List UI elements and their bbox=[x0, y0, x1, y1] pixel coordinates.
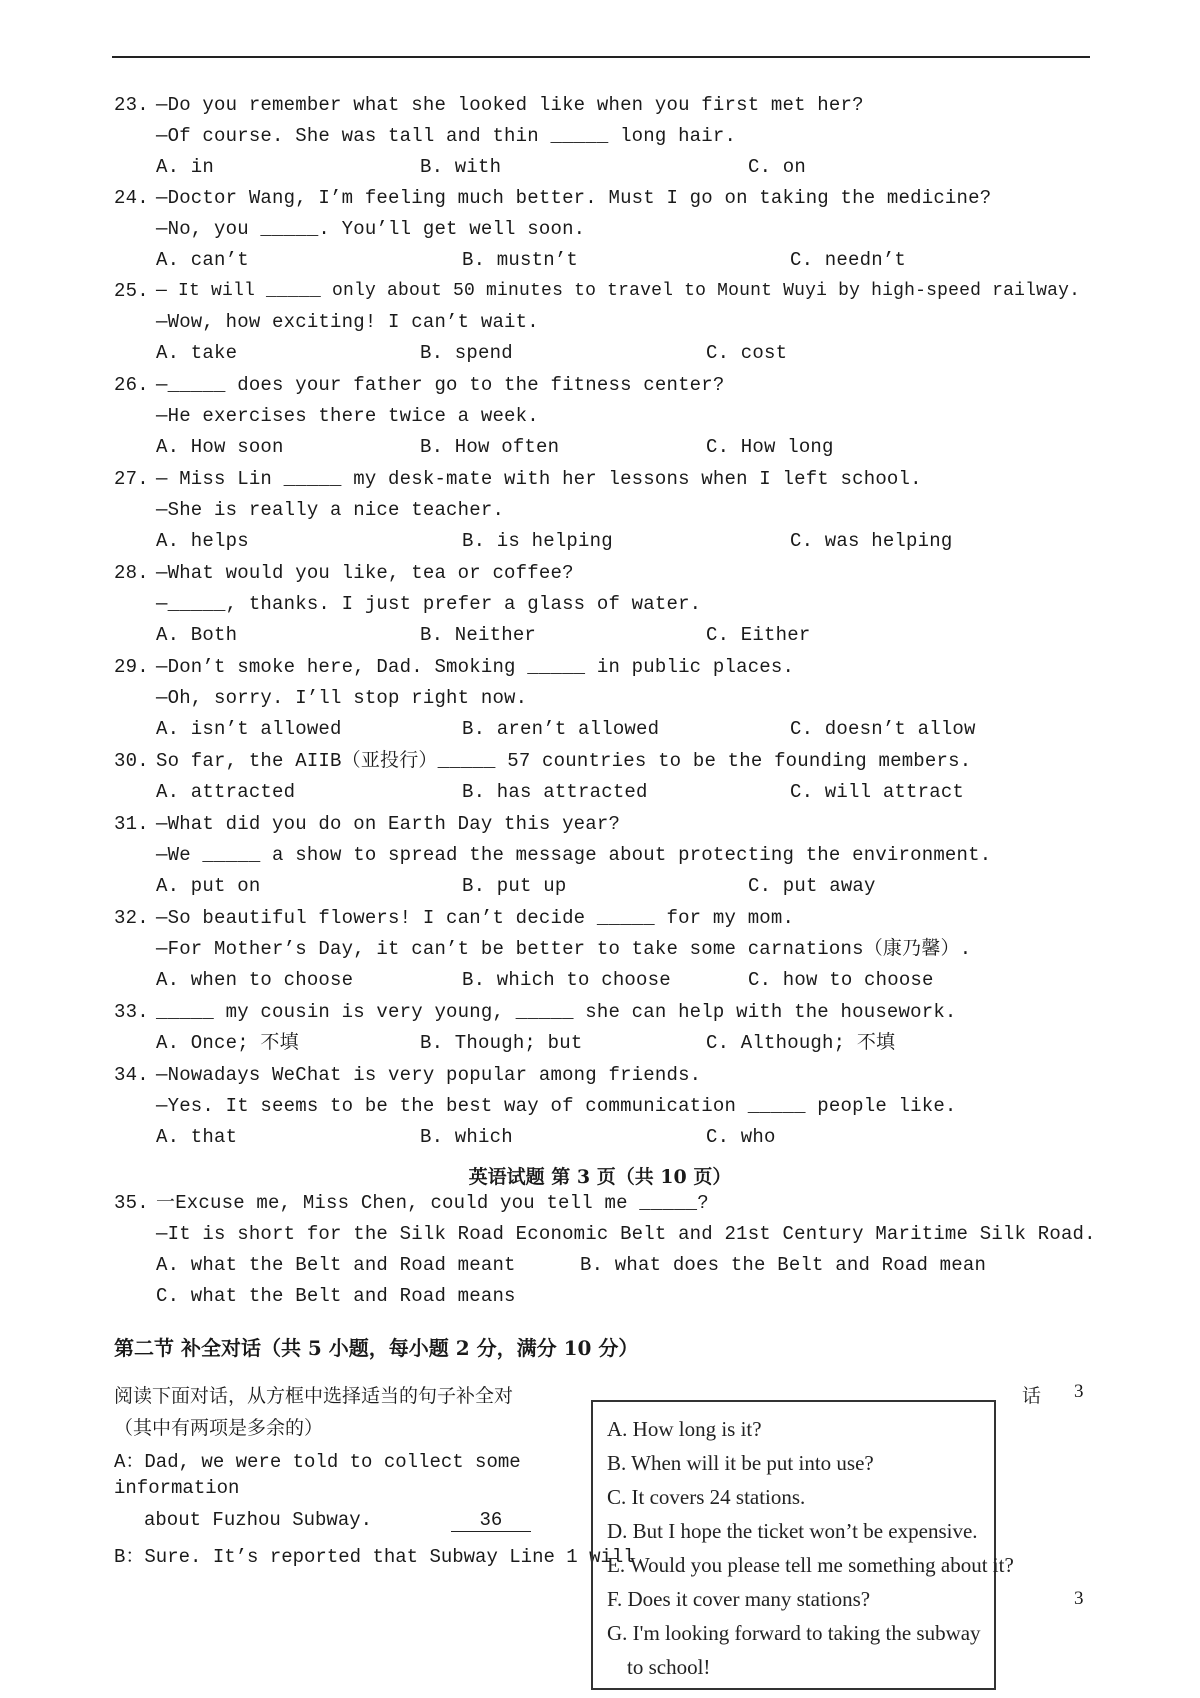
question-number: 25. bbox=[114, 280, 149, 302]
question-line: —She is really a nice teacher. bbox=[156, 499, 505, 521]
option-c: C. on bbox=[748, 156, 807, 178]
question-line: — It will _____ only about 50 minutes to travel to Mount Wuyi by high-speed railway. bbox=[156, 281, 1081, 301]
question-number: 29. bbox=[114, 656, 149, 678]
dialogue-line: A：Dad, we were told to collect some bbox=[114, 1451, 521, 1473]
box-option-c: C. It covers 24 stations. bbox=[607, 1485, 806, 1509]
box-option-d: D. But I hope the ticket won’t be expensive. bbox=[607, 1519, 978, 1543]
option-a: A. that bbox=[156, 1126, 238, 1148]
header-rule bbox=[112, 56, 1090, 58]
question-line: —Doctor Wang, I’m feeling much better. Must I go on taking the medicine? bbox=[156, 187, 992, 209]
option-b: B. spend bbox=[420, 342, 513, 364]
question-line: 一Excuse me, Miss Chen, could you tell me _____? bbox=[156, 1192, 709, 1214]
dialogue-text: about Fuzhou Subway. bbox=[144, 1509, 373, 1531]
box-option-f: F. Does it cover many stations? bbox=[607, 1587, 871, 1611]
question-line: —Wow, how exciting! I can’t wait. bbox=[156, 311, 539, 333]
question-number: 34. bbox=[114, 1064, 149, 1086]
option-c: C. will attract bbox=[790, 781, 965, 803]
option-a: A. can’t bbox=[156, 249, 249, 271]
question-line: —Yes. It seems to be the best way of communication _____ people like. bbox=[156, 1095, 957, 1117]
option-b: B. mustn’t bbox=[462, 249, 579, 271]
side-number: 3 bbox=[1074, 1381, 1084, 1402]
question-line: So far, the AIIB（亚投行）_____ 57 countries to be the founding members. bbox=[156, 750, 972, 772]
dialogue-line bbox=[144, 1509, 531, 1532]
option-a: A. put on bbox=[156, 875, 261, 897]
option-a: A. in bbox=[156, 156, 215, 178]
section-title: 第二节 补全对话（共 5 小题，每小题 2 分，满分 10 分） bbox=[114, 1336, 639, 1360]
question-line: —He exercises there twice a week. bbox=[156, 405, 539, 427]
option-a: A. helps bbox=[156, 530, 249, 552]
option-b: B. Neither bbox=[420, 624, 537, 646]
option-b: B. which bbox=[420, 1126, 513, 1148]
question-number: 24. bbox=[114, 187, 149, 209]
instruction-continuation: 话 bbox=[1022, 1385, 1042, 1407]
option-b: B. Though; but bbox=[420, 1032, 583, 1054]
question-line: —We _____ a show to spread the message about protecting the environment. bbox=[156, 844, 992, 866]
option-c: C. who bbox=[706, 1126, 776, 1148]
question-number: 35. bbox=[114, 1192, 149, 1214]
question-line: —Of course. She was tall and thin _____ long hair. bbox=[156, 125, 737, 147]
question-number: 23. bbox=[114, 94, 149, 116]
question-line: —Oh, sorry. I’ll stop right now. bbox=[156, 687, 528, 709]
question-line: —What would you like, tea or coffee? bbox=[156, 562, 574, 584]
question-line: —For Mother’s Day, it can’t be better to take some carnations（康乃馨）. bbox=[156, 938, 972, 960]
option-c: C. put away bbox=[748, 875, 876, 897]
question-number: 27. bbox=[114, 468, 149, 490]
side-number: 3 bbox=[1074, 1588, 1084, 1609]
question-number: 28. bbox=[114, 562, 149, 584]
option-c: C. cost bbox=[706, 342, 788, 364]
answer-blank-36: 36 bbox=[451, 1509, 531, 1532]
question-line: —Do you remember what she looked like when you first met her? bbox=[156, 94, 864, 116]
option-b: B. is helping bbox=[462, 530, 613, 552]
option-a: A. Both bbox=[156, 624, 238, 646]
question-number: 33. bbox=[114, 1001, 149, 1023]
box-option-g: G. I'm looking forward to taking the subway bbox=[607, 1621, 981, 1645]
option-b: B. put up bbox=[462, 875, 567, 897]
box-option-b: B. When will it be put into use? bbox=[607, 1451, 874, 1475]
option-c: C. doesn’t allow bbox=[790, 718, 976, 740]
option-c: C. needn’t bbox=[790, 249, 907, 271]
question-line: —It is short for the Silk Road Economic Belt and 21st Century Maritime Silk Road. bbox=[156, 1223, 1096, 1245]
option-c: C. was helping bbox=[790, 530, 953, 552]
question-line: —So beautiful flowers! I can’t decide _____ for my mom. bbox=[156, 907, 795, 929]
question-number: 30. bbox=[114, 750, 149, 772]
option-b: B. aren’t allowed bbox=[462, 718, 660, 740]
dialogue-line: information bbox=[114, 1477, 240, 1499]
option-a: A. Once; 不填 bbox=[156, 1032, 299, 1054]
option-c: C. what the Belt and Road means bbox=[156, 1285, 516, 1307]
question-line: —Nowadays WeChat is very popular among friends. bbox=[156, 1064, 702, 1086]
instruction-line: （其中有两项是多余的） bbox=[114, 1417, 324, 1439]
option-a: A. what the Belt and Road meant bbox=[156, 1254, 516, 1276]
option-b: B. what does the Belt and Road mean bbox=[580, 1254, 987, 1276]
option-c: C. how to choose bbox=[748, 969, 934, 991]
question-line: —_____ does your father go to the fitness center? bbox=[156, 374, 725, 396]
question-line: — Miss Lin _____ my desk-mate with her lessons when I left school. bbox=[156, 468, 922, 490]
option-c: C. Either bbox=[706, 624, 811, 646]
option-c: C. How long bbox=[706, 436, 834, 458]
option-a: A. attracted bbox=[156, 781, 296, 803]
question-number: 31. bbox=[114, 813, 149, 835]
dialogue-line: B：Sure. It’s reported that Subway Line 1 will bbox=[114, 1546, 635, 1568]
option-b: B. with bbox=[420, 156, 502, 178]
question-line: —Don’t smoke here, Dad. Smoking _____ in public places. bbox=[156, 656, 795, 678]
option-a: A. isn’t allowed bbox=[156, 718, 342, 740]
page-footer: 英语试题 第 3 页（共 10 页） bbox=[468, 1166, 732, 1188]
option-b: B. has attracted bbox=[462, 781, 648, 803]
question-line: —What did you do on Earth Day this year? bbox=[156, 813, 621, 835]
question-line: —No, you _____. You’ll get well soon. bbox=[156, 218, 586, 240]
option-a: A. when to choose bbox=[156, 969, 354, 991]
option-b: B. How often bbox=[420, 436, 560, 458]
option-a: A. take bbox=[156, 342, 238, 364]
option-a: A. How soon bbox=[156, 436, 284, 458]
question-number: 32. bbox=[114, 907, 149, 929]
question-line: —_____, thanks. I just prefer a glass of water. bbox=[156, 593, 702, 615]
box-option-e: E. Would you please tell me something about it? bbox=[607, 1553, 1014, 1577]
question-number: 26. bbox=[114, 374, 149, 396]
option-c: C. Although; 不填 bbox=[706, 1032, 896, 1054]
option-b: B. which to choose bbox=[462, 969, 671, 991]
box-option-a: A. How long is it? bbox=[607, 1417, 762, 1441]
options-box bbox=[591, 1400, 1014, 1690]
question-line: _____ my cousin is very young, _____ she can help with the housework. bbox=[156, 1001, 957, 1023]
box-option-g-continued: to school! bbox=[627, 1655, 711, 1679]
instruction-line: 阅读下面对话，从方框中选择适当的句子补全对 bbox=[114, 1385, 514, 1407]
